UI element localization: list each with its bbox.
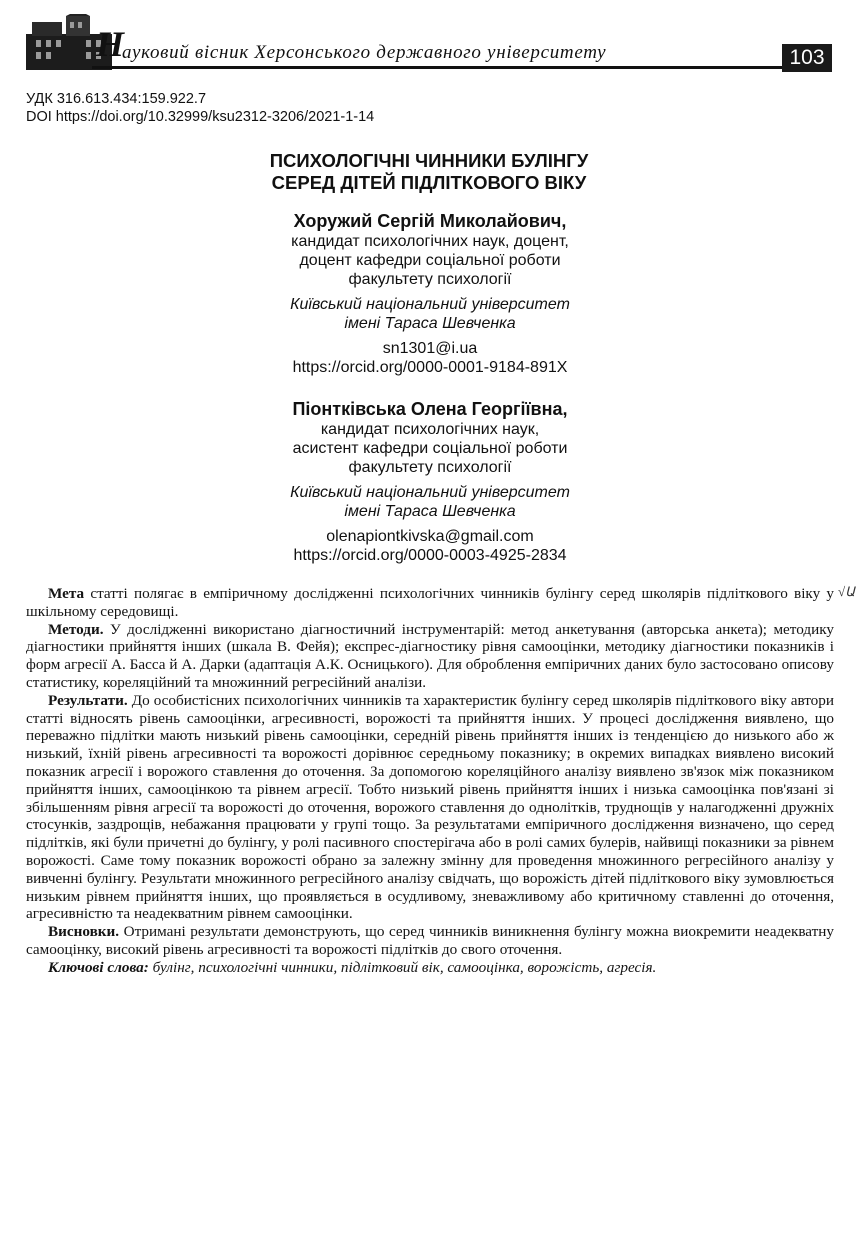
author-name: Хоружий Сергій Миколайович, (293, 211, 567, 231)
author-position: кандидат психологічних наук, доцент, (291, 233, 569, 250)
conclusions-label: Висновки. (48, 923, 120, 941)
author-affiliation: імені Тараса Шевченка (344, 315, 516, 332)
journal-title-text: ауковий вісник Херсонського державного університету (122, 42, 607, 63)
methods-text: У дослідженні використано діагностичний інструментарій: метод анкетування (авторська анкета); методику діагностики прийняття інших (шкала В. Фейя); експрес-діагностику рівня самооцінки, методику діагностики показників і форм агресії А. Басса й А. Дарки (адаптація А.К. Осницького). Для оброблення емпіричних даних було застосовано описову статистику, кореляційний та множинний регресійний аналізи. (26, 620, 834, 691)
article-title (0, 150, 858, 194)
author-name: Піонтківська Олена Георгіївна, (292, 399, 568, 419)
keywords-text: булінг, психологічні чинники, підлітковий вік, самооцінка, ворожість, агресія. (148, 958, 657, 976)
author-block-1 (230, 210, 630, 377)
author-position: факультету психології (348, 459, 512, 476)
author-affiliation: Київський національний університет (290, 296, 570, 313)
author-orcid[interactable]: https://orcid.org/0000-0001-9184-891X (292, 359, 568, 376)
results-label: Результати. (48, 691, 128, 709)
header-rule (92, 66, 822, 69)
abstract-conclusions (26, 923, 834, 959)
author-position: доцент кафедри соціальної роботи (299, 252, 561, 269)
author-position: факультету психології (348, 271, 512, 288)
author-email[interactable]: sn1301@i.ua (382, 340, 478, 357)
aim-text: статті полягає в емпіричному дослідженні психологічних чинників булінгу серед школярів підліткового віку у шкільному середовищі. (26, 585, 834, 620)
author-email[interactable]: olenapiontkivska@gmail.com (326, 528, 534, 545)
author-affiliation: Київський національний університет (290, 484, 570, 501)
journal-title-initial: Н (96, 24, 125, 64)
udc-code: УДК 316.613.434:159.922.7 (26, 91, 207, 107)
article-title-line1: ПСИХОЛОГІЧНІ ЧИННИКИ БУЛІНГУ (269, 150, 589, 171)
journal-header (26, 14, 832, 72)
author-position: асистент кафедри соціальної роботи (292, 440, 568, 457)
abstract-keywords (26, 959, 834, 977)
author-affiliation: імені Тараса Шевченка (344, 503, 516, 520)
journal-title (96, 24, 607, 64)
aim-label: Мета (48, 585, 85, 602)
author-position: кандидат психологічних наук, (320, 421, 540, 438)
results-text: До особистісних психологічних чинників та характеристик булінгу серед школярів підліткового віку автори статті відносять рівень самооцінки, агресивності, ворожості та прийняття інших. У процесі дослідження виявлено, що переважно підлітки мають низький рівень самооцінки, середній рівень прийняття інших із тенденцією до низького або ж низький, їхній рівень агресивності та ворожості дорівнює середньому показнику; в окремих випадках виявлено високий показник агресії і ворожого ставлення до оточення. За допомогою кореляційного аналізу виявлено зв'язок між показником прийняття інших, самооцінкою та рівнем агресії. Тобто низький рівень прийняття інших і низька самооцінка пов'язані зі збільшенням рівня агресії та ворожості до оточення, ворожого ставлення до однолітків, труднощів у налагодженні дружніх стосунків, заздрощів, небажання працювати у групі тощо. За результатами емпіричного дослідження визначено, що серед підлітків, які були причетні до булінгу, у ролі пасивного спостерігача або в ролі самих булерів, найвищі показники за рівнем ворожості. Саме тому показник ворожості обрано за залежну змінну для проведення множинного регресійного аналізу у вивченні булінгу. Результати множинного регресійного аналізу свідчать, що ворожість дітей підліткового віку зумовлюється низьким рівнем прийняття інших, що проявляється в осудливому, зневажливому або критичному ставленні до оточення, агресивністю та неадекватним рівнем самооцінки. (26, 691, 834, 923)
author-orcid[interactable]: https://orcid.org/0000-0003-4925-2834 (293, 547, 567, 564)
abstract-aim (26, 585, 834, 621)
abstract-methods (26, 621, 834, 692)
author-block-2 (230, 398, 630, 565)
abstract-results (26, 692, 834, 923)
methods-label: Методи. (48, 620, 104, 638)
doi-link[interactable]: DOI https://doi.org/10.32999/ksu2312-3206/2021-1-14 (26, 109, 375, 125)
handwritten-margin-note: √Ա (838, 584, 856, 599)
conclusions-text: Отримані результати демонструють, що серед чинників виникнення булінгу можна виокремити неадекватну самооцінку, високий рівень агресивності та ворожості підлітків до свого оточення. (26, 923, 834, 958)
article-title-line2: СЕРЕД ДІТЕЙ ПІДЛІТКОВОГО ВІКУ (271, 172, 587, 193)
page-number: 103 (782, 44, 832, 72)
keywords-label: Ключові слова: (48, 958, 149, 976)
abstract (26, 585, 834, 977)
